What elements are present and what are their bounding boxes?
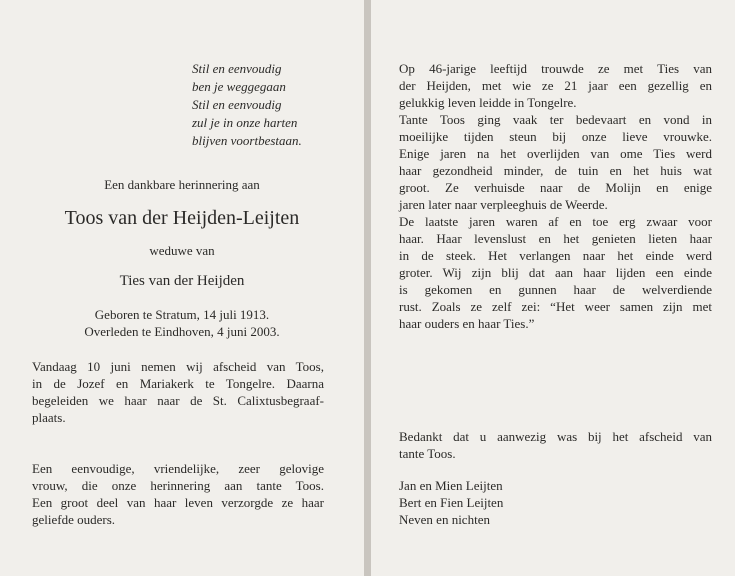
- text-line: haar gezondheid minder, de tuin en het huis wat: [399, 163, 712, 178]
- signature-line: Bert en Fien Leijten: [399, 495, 504, 510]
- intro-text: Een dankbare herinnering aan: [104, 177, 260, 192]
- text-line: groter. Wij zijn blij dat aan haar lijden een einde: [399, 265, 712, 280]
- text-line: Een groot deel van haar leven verzorgde ze haar: [32, 495, 324, 510]
- poem-line: Stil en eenvoudig: [192, 61, 282, 76]
- text-line: Een eenvoudige, vriendelijke, zeer gelovige: [32, 461, 324, 476]
- text-line: Vandaag 10 juni nemen wij afscheid van Toos,: [32, 359, 324, 374]
- text-line: geliefde ouders.: [32, 512, 116, 527]
- poem-line: Stil en eenvoudig: [192, 97, 282, 112]
- death-date: Overleden te Eindhoven, 4 juni 2003.: [84, 324, 280, 339]
- text-line: begeleiden we haar naar de St. Calixtusbegraaf-: [32, 393, 324, 408]
- text-line: in de Jozef en Mariakerk te Tongelre. Daarna: [32, 376, 324, 391]
- text-line: in de steek. Het verlangen naar het einde werd: [399, 248, 712, 263]
- card-fold: [364, 0, 371, 576]
- text-line: groot. Ze verhuisde naar de Molijn en enige: [399, 180, 712, 195]
- funeral-paragraph: [32, 358, 324, 426]
- birth-date: Geboren te Stratum, 14 juli 1913.: [94, 307, 270, 322]
- thanks-paragraph: [399, 428, 712, 462]
- poem-line: zul je in onze harten: [192, 115, 298, 130]
- text-line: Bedankt dat u aanwezig was bij het afscheid van: [399, 429, 712, 444]
- text-line: Tante Toos ging vaak ter bedevaart en vond in: [399, 112, 712, 127]
- text-line: haar. Haar levenslust en het genieten lieten haar: [399, 231, 712, 246]
- text-line: is gekomen en gunnen haar de welverdiende: [399, 282, 712, 297]
- husband-name: Ties van der Heijden: [119, 273, 245, 289]
- text-line: Enige jaren na het overlijden van ome Ties werd: [399, 146, 712, 161]
- signature-line: Neven en nichten: [399, 512, 490, 527]
- text-line: vrouw, die onze herinnering aan tante Toos.: [32, 478, 324, 493]
- signatures: [399, 477, 712, 528]
- text-line: haar ouders en haar Ties.”: [399, 316, 535, 331]
- poem-line: ben je weggegaan: [192, 79, 286, 94]
- text-line: jaren later naar verpleeghuis de Weerde.: [399, 197, 608, 212]
- signature-line: Jan en Mien Leijten: [399, 478, 503, 493]
- poem: [192, 60, 302, 150]
- text-line: plaats.: [32, 410, 66, 425]
- text-line: rust. Zoals ze zelf zei: “Het weer samen zijn met: [399, 299, 712, 314]
- text-line: der Heijden, met wie ze 21 jaar een gezellig en: [399, 78, 712, 93]
- text-line: moeilijke tijden steun bij onze lieve vrouwke.: [399, 129, 712, 144]
- left-page: [0, 0, 364, 576]
- poem-line: blijven voortbestaan.: [192, 133, 302, 148]
- text-line: De laatste jaren waren af en toe erg zwaar voor: [399, 214, 712, 229]
- text-line: gelukkig leven leidde in Tongelre.: [399, 95, 577, 110]
- widow-of-text: weduwe van: [149, 243, 215, 258]
- deceased-name: Toos van der Heijden-Leijten: [64, 207, 300, 229]
- character-paragraph: [32, 460, 324, 528]
- text-line: Op 46-jarige leeftijd trouwde ze met Ties van: [399, 61, 712, 76]
- life-story-paragraph: [399, 60, 712, 332]
- text-line: tante Toos.: [399, 446, 456, 461]
